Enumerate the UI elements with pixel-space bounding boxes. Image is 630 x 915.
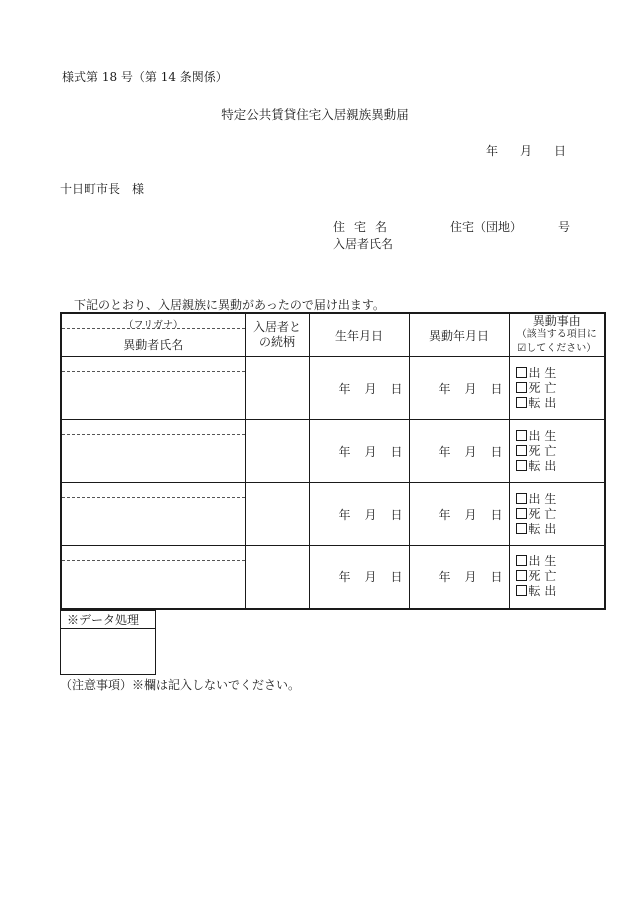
date-unit-month: 月 <box>464 381 477 396</box>
changed-person-name-field[interactable] <box>61 420 245 483</box>
date-unit-year: 年 <box>338 507 351 522</box>
change-date-field[interactable] <box>409 546 509 609</box>
date-unit-year: 年 <box>438 507 451 522</box>
checkbox-icon[interactable] <box>516 397 527 408</box>
checkbox-icon[interactable] <box>516 523 527 534</box>
relationship-field[interactable] <box>245 546 309 609</box>
birthdate-header: 生年月日 <box>309 313 409 357</box>
date-day: 日 <box>554 144 567 158</box>
document-title: 特定公共賃貸住宅入居親族異動届 <box>221 107 409 122</box>
table-row <box>61 483 605 546</box>
reason-option[interactable] <box>516 366 605 381</box>
relationship-header-line1: 入居者と <box>252 320 301 334</box>
form-number: 様式第 18 号（第 14 条関係） <box>62 70 228 84</box>
reason-option-label: 死 亡 <box>528 443 557 458</box>
date-unit-year: 年 <box>438 444 451 459</box>
reason-option[interactable] <box>516 381 605 396</box>
checkbox-icon[interactable] <box>516 445 527 456</box>
table-row <box>61 357 605 420</box>
reason-option-label: 死 亡 <box>528 569 557 584</box>
reason-option-label: 出 生 <box>528 365 557 380</box>
reason-header-label: 異動事由 <box>532 314 581 328</box>
change-table <box>60 312 606 610</box>
change-date-field[interactable] <box>409 357 509 420</box>
furigana-divider <box>62 560 245 561</box>
reason-note-line1: （該当する項目に <box>516 329 597 340</box>
checkbox-icon[interactable] <box>516 382 527 393</box>
change-date-header: 異動年月日 <box>409 313 509 357</box>
relationship-header <box>245 313 309 357</box>
relationship-field[interactable] <box>245 420 309 483</box>
addressee-suffix: 様 <box>132 182 145 196</box>
reason-option[interactable] <box>516 429 605 444</box>
birthdate-field[interactable] <box>309 483 409 546</box>
birthdate-field[interactable] <box>309 357 409 420</box>
reason-option[interactable] <box>516 507 605 522</box>
relationship-field[interactable] <box>245 483 309 546</box>
change-date-field[interactable] <box>409 483 509 546</box>
submission-date <box>486 142 566 159</box>
reason-option[interactable] <box>516 492 605 507</box>
reason-option[interactable] <box>516 569 605 584</box>
reason-option-label: 転 出 <box>528 395 557 410</box>
birthdate-field[interactable] <box>309 420 409 483</box>
name-header-label: 異動者氏名 <box>123 338 184 352</box>
table-header-row <box>61 313 605 357</box>
reason-option-label: 転 出 <box>528 584 557 599</box>
date-unit-month: 月 <box>464 570 477 585</box>
changed-person-name-field[interactable] <box>61 357 245 420</box>
date-unit-year: 年 <box>338 381 351 396</box>
reason-option-label: 出 生 <box>528 491 557 506</box>
data-processing-box <box>60 610 156 675</box>
date-month: 月 <box>520 144 533 158</box>
reason-option[interactable] <box>516 584 605 599</box>
applicant-name-label: 入居者氏名 <box>333 237 394 251</box>
date-unit-day: 日 <box>490 570 503 585</box>
date-unit-day: 日 <box>390 444 403 459</box>
residence-number: 号 <box>558 220 571 234</box>
changed-person-name-field[interactable] <box>61 546 245 609</box>
reason-note-line2: ☑してください） <box>517 343 597 354</box>
furigana-divider <box>62 434 245 435</box>
reason-option[interactable] <box>516 554 605 569</box>
relationship-header-line2: の続柄 <box>258 335 295 349</box>
reason-header <box>509 313 605 357</box>
checkbox-icon[interactable] <box>516 508 527 519</box>
data-processing-label: ※データ処理 <box>61 611 156 629</box>
date-unit-year: 年 <box>438 570 451 585</box>
date-unit-day: 日 <box>490 381 503 396</box>
date-unit-year: 年 <box>338 444 351 459</box>
checkbox-icon[interactable] <box>516 570 527 581</box>
date-unit-month: 月 <box>464 507 477 522</box>
reason-options <box>509 546 605 609</box>
reason-option-label: 転 出 <box>528 521 557 536</box>
date-unit-month: 月 <box>364 507 377 522</box>
date-unit-day: 日 <box>390 507 403 522</box>
reason-option[interactable] <box>516 522 605 537</box>
date-unit-day: 日 <box>390 570 403 585</box>
change-date-field[interactable] <box>409 420 509 483</box>
date-unit-month: 月 <box>364 381 377 396</box>
reason-options <box>509 420 605 483</box>
reason-option[interactable] <box>516 396 605 411</box>
furigana-divider <box>62 371 245 372</box>
checkbox-icon[interactable] <box>516 585 527 596</box>
reason-option-label: 死 亡 <box>528 506 557 521</box>
checkbox-icon[interactable] <box>516 367 527 378</box>
reason-option[interactable] <box>516 459 605 474</box>
date-unit-day: 日 <box>490 444 503 459</box>
data-processing-field <box>61 629 156 675</box>
note-text: （注意事項）※欄は記入しないでください。 <box>60 678 301 692</box>
name-header <box>61 313 245 357</box>
date-unit-month: 月 <box>364 570 377 585</box>
residence-name: 住宅（団地） <box>450 220 523 234</box>
date-unit-year: 年 <box>438 381 451 396</box>
changed-person-name-field[interactable] <box>61 483 245 546</box>
reason-option[interactable] <box>516 444 605 459</box>
checkbox-icon[interactable] <box>516 430 527 441</box>
reason-options <box>509 483 605 546</box>
furigana-divider <box>62 328 245 329</box>
reason-option-label: 出 生 <box>528 554 557 569</box>
table-row <box>61 546 605 609</box>
date-unit-day: 日 <box>490 507 503 522</box>
date-year: 年 <box>486 144 499 158</box>
intro-text: 下記のとおり、入居親族に異動があったので届け出ます。 <box>74 298 385 312</box>
date-unit-month: 月 <box>364 444 377 459</box>
table-row <box>61 420 605 483</box>
date-unit-year: 年 <box>338 570 351 585</box>
reason-option-label: 出 生 <box>528 428 557 443</box>
birthdate-field[interactable] <box>309 546 409 609</box>
reason-option-label: 死 亡 <box>528 380 557 395</box>
reason-options <box>509 357 605 420</box>
checkbox-icon[interactable] <box>516 555 527 566</box>
date-unit-month: 月 <box>464 444 477 459</box>
furigana-divider <box>62 497 245 498</box>
furigana-header: （フリガナ） <box>123 320 183 331</box>
date-unit-day: 日 <box>390 381 403 396</box>
checkbox-icon[interactable] <box>516 460 527 471</box>
reason-option-label: 転 出 <box>528 458 557 473</box>
addressee: 十日町市長 <box>60 182 121 196</box>
relationship-field[interactable] <box>245 357 309 420</box>
residence-label: 住宅名 <box>333 220 397 234</box>
checkbox-icon[interactable] <box>516 493 527 504</box>
